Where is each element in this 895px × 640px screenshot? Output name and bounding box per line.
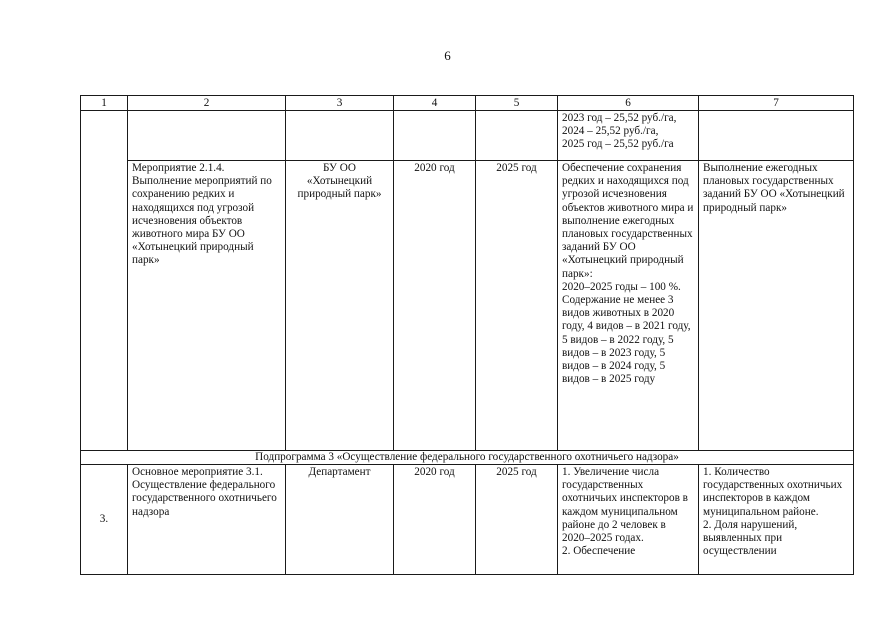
table-row — [81, 465, 854, 575]
table-row — [81, 111, 854, 161]
indicator-cell: 1. Количество государственных охотничьих инспекторов в каждом муниципальном районе. 2. Доля нарушений, выявленных при осуществлении — [699, 465, 854, 575]
indicator-cell: Выполнение ежегодных плановых государственных заданий БУ ОО «Хотынецкий природный парк» — [699, 161, 854, 451]
activities-table — [80, 95, 854, 575]
executor-cell: Департамент — [286, 465, 394, 575]
page-number: 6 — [444, 48, 451, 63]
table-row — [81, 161, 854, 451]
row-number-cell: 3. — [81, 465, 128, 575]
header-col-5: 5 — [476, 96, 558, 111]
table-cell — [394, 111, 476, 161]
table-header-row — [81, 96, 854, 111]
start-year-cell: 2020 год — [394, 465, 476, 575]
table-cell — [699, 111, 854, 161]
header-col-6: 6 — [558, 96, 699, 111]
expected-result-cell: Обеспечение сохранения редких и находящихся под угрозой исчезновения объектов животного мира и выполнение ежегодных плановых государственных заданий БУ ОО «Хотынецкий природный парк»: 2020–2025 годы – 100 %. Содержание не менее 3 видов животных в 2020 году, 4 видов – в 2021 году, 5 видов – в 2022 году, 5 видов – в 2023 году, 5 видов – в 2024 году, 5 видов – в 2025 году — [558, 161, 699, 451]
header-col-1: 1 — [81, 96, 128, 111]
start-year-cell: 2020 год — [394, 161, 476, 451]
main-activity-3-1-title: Основное мероприятие 3.1. Осуществление федерального государственного охотничьего надзора — [128, 465, 286, 575]
header-col-7: 7 — [699, 96, 854, 111]
cost-per-hectare-text: 2023 год – 25,52 руб./га, 2024 – 25,52 руб./га, 2025 год – 25,52 руб./га — [558, 111, 699, 161]
executor-cell: БУ ОО «Хотынецкий природный парк» — [286, 161, 394, 451]
header-col-2: 2 — [128, 96, 286, 111]
subprogram-row — [81, 451, 854, 465]
header-col-4: 4 — [394, 96, 476, 111]
table-cell — [286, 111, 394, 161]
activity-2-1-4-title: Мероприятие 2.1.4. Выполнение мероприятий по сохранению редких и находящихся под угрозой исчезновения объектов животного мира БУ ОО «Хотынецкий природный парк» — [128, 161, 286, 451]
end-year-cell: 2025 год — [476, 161, 558, 451]
row-number-cell — [81, 111, 128, 451]
expected-result-cell: 1. Увеличение числа государственных охотничьих инспекторов в каждом муниципальном районе до 2 человек в 2020–2025 годах. 2. Обеспечение — [558, 465, 699, 575]
table-cell — [476, 111, 558, 161]
table-cell — [128, 111, 286, 161]
subprogram-3-title: Подпрограмма 3 «Осуществление федерального государственного охотничьего надзора» — [81, 451, 854, 465]
header-col-3: 3 — [286, 96, 394, 111]
end-year-cell: 2025 год — [476, 465, 558, 575]
